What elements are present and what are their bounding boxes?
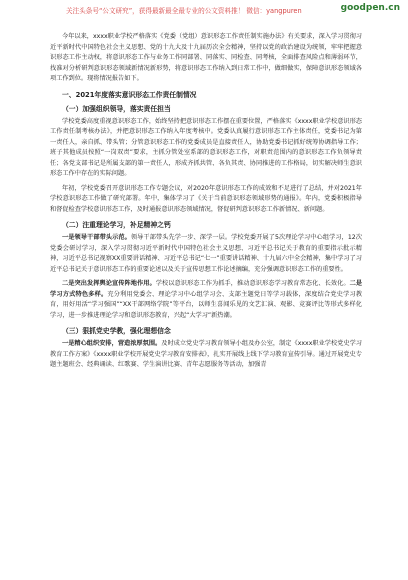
top-banner xyxy=(0,0,408,22)
lead-text: 一是精心组织安排，营造浓厚氛围。 xyxy=(62,340,162,347)
paragraph-1-1: 学校党委高度重视意识形态工作，始终坚持把意识形态工作摆在重要位置，严格落实《xxxx职业学校意识形态工作责任制考核办法》，并把意识形态工作纳入年度考核中。党委认真履行意识形态工作主体责任，党委书记为第一责任人，亲自抓、带头管；分管意识形态工作的党委成员是直接责任人，协助党委书记抓好统筹协调指导工作；班子其他成员按照“一岗双责”要求，主抓分管处室系部的意识形态工作，对职责范围内的意识形态工作负领导责任；各党支部书记是所属支部的第一责任人，形成齐抓共管、各负其责、协同推进的工作格局，切实解决师生意识形态工作中存在的实际问题。 xyxy=(50,117,362,177)
paragraph-2-1 xyxy=(50,233,362,275)
paragraph-text: 学校以意识形态工作为抓手，推动意识形态学习教育常态化、长效化。 xyxy=(155,280,350,287)
lead-text: 一是领导干部带头示范。 xyxy=(62,234,131,241)
paragraph-3-1 xyxy=(50,339,362,371)
subsection-heading-2: （二）注重理论学习，补足精神之钙 xyxy=(62,221,171,229)
lead-text: 二是学习方式特色多样。 xyxy=(50,280,363,298)
subsection-heading-1: （一）加强组织领导，落实责任担当 xyxy=(62,104,171,113)
intro-paragraph: 今年以来，xxxx职业学校严格落实《党委（党组）意识形态工作责任制实施办法》有关要求，深入学习贯彻习近平新时代中国特色社会主义思想、党的十九大及十九届历次全会精神，坚持以党的政治建设为统领，牢牢把握意识形态工作主动权，将意识形态工作与业务工作同部署、同落实、同检查、同考核，全面排查风险点和薄弱环节，找准对分析研判意识形态领域新情况新形势，将意识形态工作纳入到日常工作中，做细做实，保障意识形态领域各项工作到位。现将情况报告如下。 xyxy=(50,33,362,82)
document-body xyxy=(50,32,362,375)
promo-banner-text: 关注头条号“公文研究”，获得最新最全最专业的公文资料推！ 微信：yangpuren xyxy=(66,7,302,15)
paragraph-text: 领导干部带头先学一步、深学一层。学校党委开展了5次理论学习中心组学习，12次党委会研讨学习，深入学习贯彻习近平新时代中国特色社会主义思想、习近平总书记关于教育的重要指示批示精神，习近平总书记视察XX重要讲话精神、习近平总书记“七一”重要讲话精神、十九届六中全会精神，集中学习了习近平总书记关于意识形态工作的重要论述以及关于宣传思想工作论述摘编，充分强调意识形态工作的重要性。 xyxy=(50,234,363,273)
paragraph-text: 及时成立党史学习教育领导小组及办公室，制定《xxxx职业学校党史学习教育工作方案》《xxxx职业学校开展党史学习教育安排表》，扎实开展线上线下学习教育宣传引导。通过开展党史专题主题班会、经典诵读、红歌赛、学生演讲比赛、青年志愿服务等活动，加强青 xyxy=(50,340,362,368)
lead-text: 二是突出发挥舆论宣传阵地作用。 xyxy=(62,280,156,287)
section-heading: 一、2021年度落实意识形态工作责任制情况 xyxy=(62,90,197,99)
paragraph-1-2: 年初，学校党委召开意识形态工作专题会议，对2020年意识形态工作的成效和不足进行了总结，并对2021年学校意识形态工作做了研究部署。年中，集体学习了《关于当前意识形态领域形势的通报》。年内，党委积极指导和督促检查学校意识形态工作，及时通报意识形态领域情况，督促研判意识形态工作新情况、新问题。 xyxy=(50,184,362,213)
paragraph-2-2 xyxy=(50,279,362,321)
subsection-heading-3: （三）狠抓党史学教，强化理想信念 xyxy=(62,327,171,335)
site-logo: goodpen.cn xyxy=(340,3,400,13)
paragraph-text: 充分利用党委会、理论学习中心组学习会、支部主题党日等学习载体，深度结合党史学习教育，用好用活“学习强国”“XX干部网络学院”等平台，以师生喜闻乐见的文艺汇演、观影、竞赛评比等形式多样化学习，进一步推进理论学习和意识形态教育，兴起“大学习”新热潮。 xyxy=(50,290,363,319)
